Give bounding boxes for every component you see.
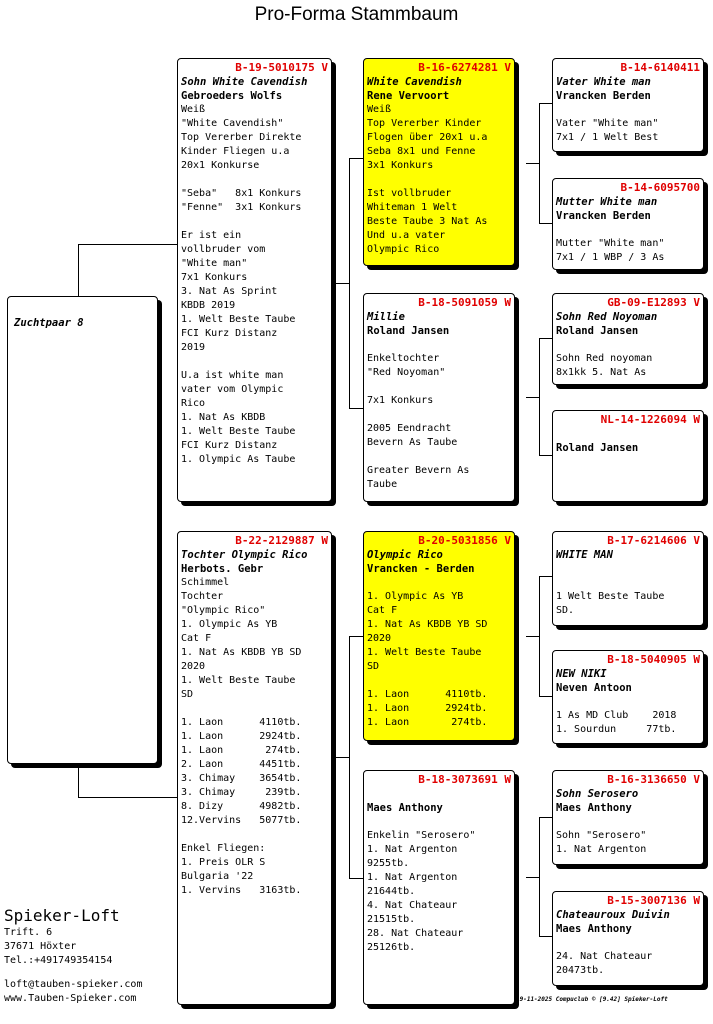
pigeon-name: Millie: [367, 311, 405, 323]
pigeon-notes: Sohn Red noyoman 8x1kk 5. Nat As: [556, 353, 653, 378]
connector-line: [336, 757, 350, 758]
ring-number: B-20-5031856 V: [418, 534, 511, 547]
pigeon-name: [556, 427, 700, 441]
pigeon-notes: Weiß "White Cavendish" Top Vererber Direkte Kinder Fliegen u.a 20x1 Konkurse "Seba" 8x1 Konkurs "Fenne" 3x1 Konkurs Er ist ein vollbruder vom "White man" 7x1 Konkurs 3. Nat As Sprint KBDB 2019 1. Welt Beste Taube FCI Kurz Distanz 2019 U.a ist white man vater vom Olympic Rico 1. Nat As KBDB 1. Welt Beste Taube FCI Kurz Distanz 1. Olympic As Taube: [181, 104, 302, 465]
connector-line: [349, 408, 363, 409]
ring-number: B-15-3007136 W: [607, 894, 700, 907]
pigeon-owner: Vrancken Berden: [556, 90, 651, 102]
pigeon-owner: Maes Anthony: [556, 802, 632, 814]
pigeon-notes: 1. Olympic As YB Cat F 1. Nat As KBDB YB SD 2020 1. Welt Beste Taube SD 1. Laon 4110tb. 1. Laon 2924tb. 1. Laon 274tb.: [367, 591, 488, 728]
pigeon-notes: Enkeltochter "Red Noyoman" 7x1 Konkurs 2005 Eendracht Bevern As Taube Greater Bevern As Taube: [367, 353, 470, 490]
ring-number: B-18-5040905 W: [607, 653, 700, 666]
pigeon-notes: Mutter "White man" 7x1 / 1 WBP / 3 As: [556, 238, 665, 263]
footer-credit: 19-11-2025 Compuclub © [9.42] Spieker-Loft: [516, 996, 668, 1003]
pigeon-name: Tochter Olympic Rico: [181, 549, 308, 561]
pigeon-name: Sohn Serosero: [556, 788, 639, 800]
connector-line: [539, 103, 552, 104]
pigeon-owner: Herbots. Gebr: [181, 563, 264, 575]
pigeon-notes: 1 As MD Club 2018 1. Sourdun 77tb.: [556, 710, 677, 735]
loft-email[interactable]: loft@tauben-spieker.com: [4, 979, 143, 990]
dam-card[interactable]: [177, 531, 332, 1005]
connector-line: [78, 764, 79, 798]
granddam-maternal-card[interactable]: [363, 770, 515, 1005]
pigeon-owner: Vrancken Berden: [556, 210, 651, 222]
page-title: Pro-Forma Stammbaum: [254, 4, 459, 25]
breeding-pair-label: Zuchtpaar 8: [14, 317, 84, 329]
connector-line: [539, 817, 552, 818]
ring-number: B-18-5091059 W: [418, 296, 511, 309]
ancestor-card-dss[interactable]: [552, 531, 704, 626]
pigeon-owner: Roland Jansen: [556, 442, 639, 454]
pigeon-name: WHITE MAN: [556, 549, 613, 561]
grandsire-maternal-card[interactable]: [363, 531, 515, 741]
pigeon-owner: Roland Jansen: [367, 325, 450, 337]
pigeon-name: Vater White man: [556, 76, 651, 88]
ancestor-card-ddd[interactable]: [552, 891, 704, 986]
ancestor-card-sds[interactable]: [552, 293, 704, 385]
pigeon-name: [367, 787, 511, 801]
loft-website[interactable]: www.Tauben-Spieker.com: [4, 993, 137, 1004]
connector-line: [539, 936, 552, 937]
pigeon-notes: Sohn "Serosero" 1. Nat Argenton: [556, 830, 647, 855]
pigeon-notes: 24. Nat Chateaur 20473tb.: [556, 951, 653, 976]
pigeon-notes: Weiß Top Vererber Kinder Flogen über 20x1 u.a Seba 8x1 und Fenne 3x1 Konkurs Ist vollbruder Whiteman 1 Welt Beste Taube 3 Nat As Und u.a vater Olympic Rico: [367, 104, 488, 255]
loft-city: 37671 Höxter: [4, 941, 77, 952]
pigeon-owner: Maes Anthony: [367, 802, 443, 814]
ring-number: B-19-5010175 V: [235, 61, 328, 74]
ring-number: B-14-6095700: [620, 181, 700, 194]
connector-line: [336, 283, 350, 284]
pigeon-notes: Schimmel Tochter "Olympic Rico" 1. Olympic As YB Cat F 1. Nat As KBDB YB SD 2020 1. Welt Beste Taube SD 1. Laon 4110tb. 1. Laon 2924tb. 1. Laon 274tb. 2. Laon 4451tb. 3. Chimay 3654tb. 3. Chimay 239tb. 8. Dizy 4982tb. 12.Vervins 5077tb. Enkel Fliegen: 1. Preis OLR S Bulgaria '22 1. Vervins 3163tb.: [181, 577, 302, 896]
connector-line: [349, 158, 363, 159]
ring-number: B-18-3073691 W: [418, 773, 511, 786]
ring-number: B-14-6140411: [620, 61, 700, 74]
loft-contact: [4, 906, 142, 1006]
pigeon-owner: Gebroeders Wolfs: [181, 90, 283, 102]
ring-number: B-16-3136650 V: [607, 773, 700, 786]
pigeon-owner: Roland Jansen: [556, 325, 639, 337]
pigeon-name: Sohn White Cavendish: [181, 76, 308, 88]
connector-line: [78, 244, 177, 245]
connector-line: [539, 455, 552, 456]
grandsire-paternal-card[interactable]: [363, 58, 515, 266]
ring-number: B-17-6214606 V: [607, 534, 700, 547]
breeding-pair-box: [7, 296, 158, 764]
ancestor-card-dds[interactable]: [552, 770, 704, 865]
pigeon-notes: Vater "White man" 7x1 / 1 Welt Best: [556, 118, 659, 143]
connector-line: [539, 696, 552, 697]
pigeon-name: NEW NIKI: [556, 668, 607, 680]
pigeon-owner: Neven Antoon: [556, 682, 632, 694]
connector-line: [349, 636, 363, 637]
pigeon-owner: [556, 562, 700, 576]
ancestor-card-dsd[interactable]: [552, 650, 704, 744]
ring-number: B-22-2129887 W: [235, 534, 328, 547]
pigeon-name: Mutter White man: [556, 196, 658, 208]
granddam-paternal-card[interactable]: [363, 293, 515, 502]
pigeon-notes: Enkelin "Serosero" 1. Nat Argenton 9255tb. 1. Nat Argenton 21644tb. 4. Nat Chateaur 21515tb. 28. Nat Chateaur 25126tb.: [367, 830, 476, 953]
ring-number: B-16-6274281 V: [418, 61, 511, 74]
ring-number: NL-14-1226094 W: [600, 413, 700, 426]
sire-card[interactable]: [177, 58, 332, 502]
connector-line: [78, 244, 79, 296]
loft-phone: Tel.:+491749354154: [4, 955, 113, 966]
connector-line: [349, 878, 363, 879]
ring-number: GB-09-E12893 V: [607, 296, 700, 309]
loft-name: Spieker-Loft: [4, 906, 120, 925]
connector-line: [539, 223, 552, 224]
pigeon-name: Chateauroux Duivin: [556, 909, 670, 921]
pigeon-name: Olympic Rico: [367, 549, 443, 561]
pigeon-notes: 1 Welt Beste Taube SD.: [556, 591, 665, 616]
ancestor-card-sdd[interactable]: [552, 410, 704, 502]
pigeon-owner: Maes Anthony: [556, 923, 632, 935]
pigeon-name: Sohn Red Noyoman: [556, 311, 658, 323]
connector-line: [526, 877, 540, 878]
ancestor-card-ssd[interactable]: [552, 178, 704, 270]
pigeon-owner: Rene Vervoort: [367, 90, 450, 102]
pigeon-owner: Vrancken - Berden: [367, 563, 475, 575]
loft-street: Trift. 6: [4, 927, 53, 938]
connector-line: [526, 397, 540, 398]
pigeon-name: White Cavendish: [367, 76, 462, 88]
ancestor-card-sss[interactable]: [552, 58, 704, 152]
connector-line: [526, 163, 540, 164]
connector-line: [539, 576, 552, 577]
connector-line: [526, 636, 540, 637]
connector-line: [539, 338, 552, 339]
connector-line: [78, 797, 177, 798]
